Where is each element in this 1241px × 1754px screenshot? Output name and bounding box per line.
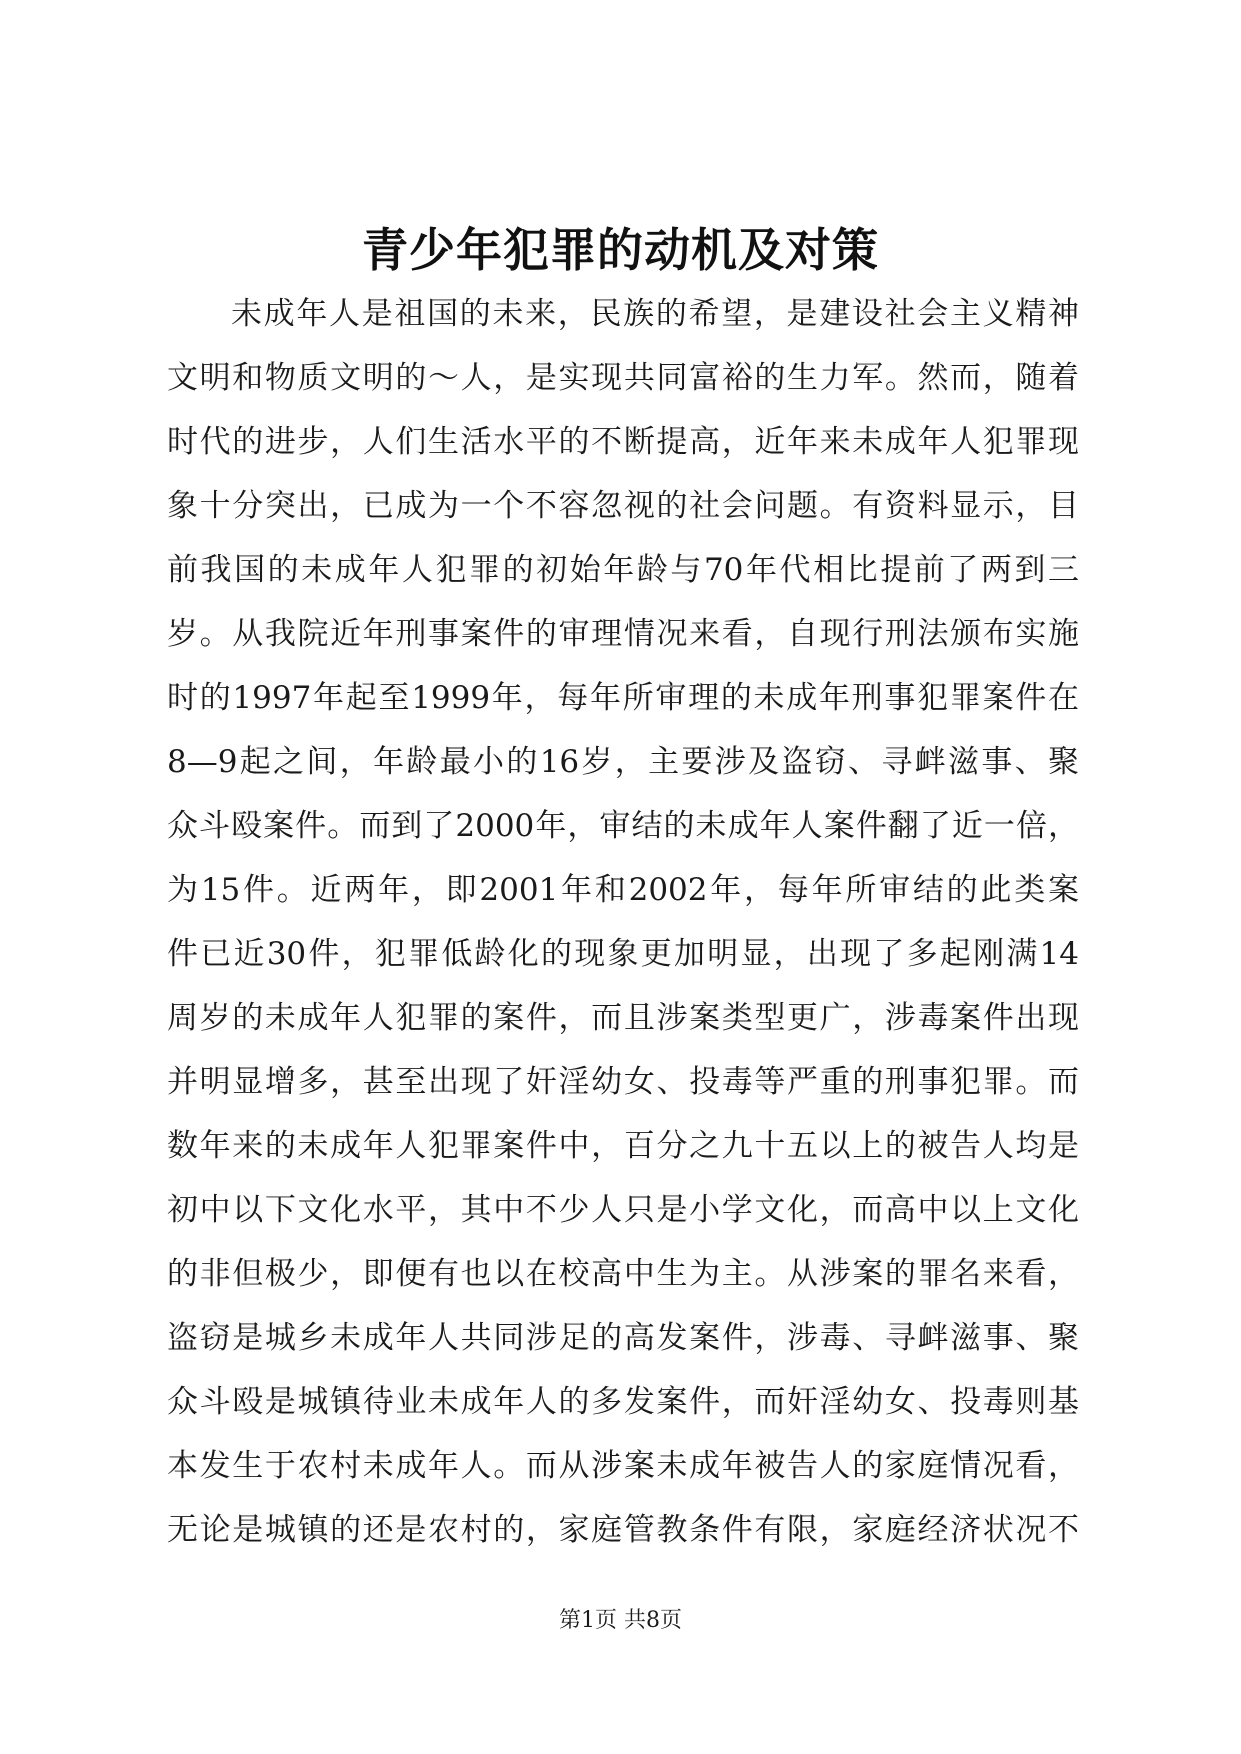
paragraph-line: 众斗殴是城镇待业未成年人的多发案件，而奸淫幼女、投毒则基 [167, 1384, 1079, 1420]
paragraph-line: 未成年人是祖国的未来，民族的希望，是建设社会主义精神 [231, 296, 1079, 332]
paragraph-line: 盗窃是城乡未成年人共同涉足的高发案件，涉毒、寻衅滋事、聚 [167, 1320, 1079, 1356]
paragraph-line: 象十分突出，已成为一个不容忽视的社会问题。有资料显示，目 [167, 488, 1079, 524]
paragraph-line: 8—9起之间，年龄最小的16岁，主要涉及盗窃、寻衅滋事、聚 [167, 744, 1079, 780]
paragraph-line: 众斗殴案件。而到了2000年，审结的未成年人案件翻了近一倍， [167, 808, 1079, 844]
paragraph-line: 时代的进步，人们生活水平的不断提高，近年来未成年人犯罪现 [167, 424, 1079, 460]
paragraph-line: 件已近30件，犯罪低龄化的现象更加明显，出现了多起刚满14 [167, 936, 1079, 972]
paragraph-line: 的非但极少，即便有也以在校高中生为主。从涉案的罪名来看， [167, 1256, 1079, 1292]
paragraph-line: 时的1997年起至1999年，每年所审理的未成年刑事犯罪案件在 [167, 680, 1079, 716]
paragraph-line: 数年来的未成年人犯罪案件中，百分之九十五以上的被告人均是 [167, 1128, 1079, 1164]
paragraph-line: 周岁的未成年人犯罪的案件，而且涉案类型更广，涉毒案件出现 [167, 1000, 1079, 1036]
paragraph-line: 本发生于农村未成年人。而从涉案未成年被告人的家庭情况看， [167, 1448, 1079, 1484]
paragraph-line: 岁。从我院近年刑事案件的审理情况来看，自现行刑法颁布实施 [167, 616, 1079, 652]
paragraph-line: 前我国的未成年人犯罪的初始年龄与70年代相比提前了两到三 [167, 552, 1079, 588]
paragraph-line: 文明和物质文明的～人，是实现共同富裕的生力军。然而，随着 [167, 360, 1079, 396]
paragraph-line: 初中以下文化水平，其中不少人只是小学文化，而高中以上文化 [167, 1192, 1079, 1228]
document-title: 青少年犯罪的动机及对策 [362, 223, 879, 277]
paragraph-line: 并明显增多，甚至出现了奸淫幼女、投毒等严重的刑事犯罪。而 [167, 1064, 1079, 1100]
paragraph-line: 无论是城镇的还是农村的，家庭管教条件有限，家庭经济状况不 [167, 1512, 1079, 1548]
paragraph-line: 为15件。近两年，即2001年和2002年，每年所审结的此类案 [167, 872, 1079, 908]
document-body [167, 282, 1079, 1562]
page-footer: 第1页 共8页 [559, 1608, 682, 1633]
